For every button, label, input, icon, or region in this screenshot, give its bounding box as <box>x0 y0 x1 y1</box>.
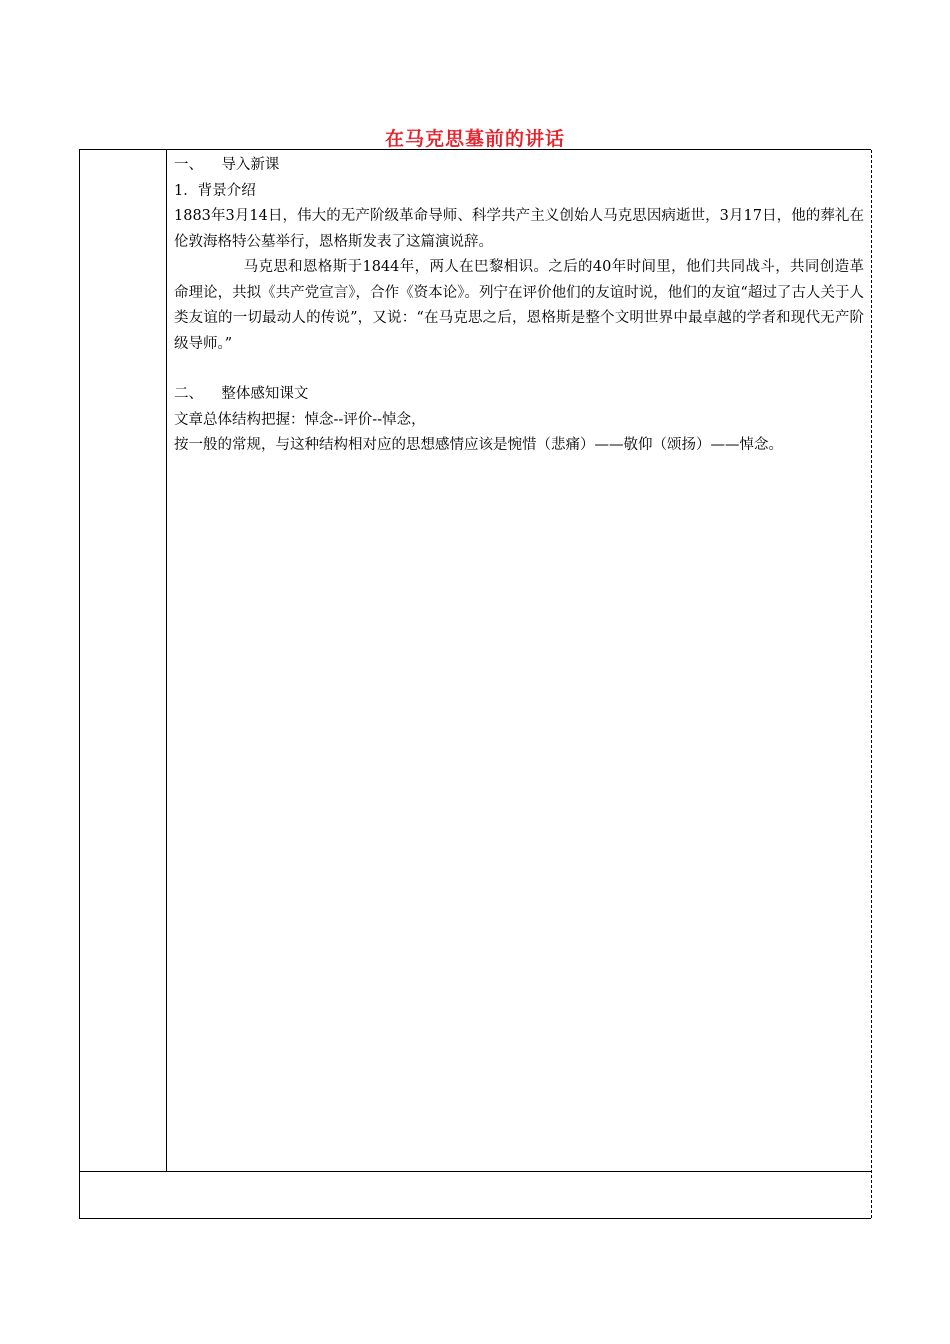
content-cell <box>174 153 864 459</box>
column-divider <box>166 150 167 1172</box>
background-paragraph-1: 1883年3月14日，伟大的无产阶级革命导师、科学共产主义创始人马克思因病逝世，3月17日，他的葬礼在伦敦海格特公墓举行，恩格斯发表了这篇演说辞。 <box>174 208 864 250</box>
background-paragraph-2: 马克思和恩格斯于1844年，两人在巴黎相识。之后的40年时间里，他们共同战斗，共同创造革命理论，共拟《共产党宣言》，合作《资本论》。列宁在评价他们的友谊时说，他们的友谊“超过了古人关于人类友谊的一切最动人的传说”，又说：“在马克思之后，恩格斯是整个文明世界中最卓越的学者和现代无产阶级导师。” <box>174 259 864 352</box>
emotion-line: 按一般的常规，与这种结构相对应的思想感情应该是惋惜（悲痛）——敬仰（颂扬）——悼念。 <box>174 437 783 453</box>
section2-heading: 二、 整体感知课文 <box>174 386 309 402</box>
document-title: 在马克思墓前的讲话 <box>384 128 565 150</box>
row-divider <box>80 1171 871 1172</box>
spacer <box>174 357 864 382</box>
section1-subheading: 1．背景介绍 <box>174 182 256 199</box>
structure-line: 文章总体结构把握：悼念--评价--悼念， <box>174 411 426 428</box>
right-dashed-border <box>871 150 872 1218</box>
section1-heading: 一、 导入新课 <box>174 157 280 173</box>
lesson-table <box>79 149 871 1219</box>
